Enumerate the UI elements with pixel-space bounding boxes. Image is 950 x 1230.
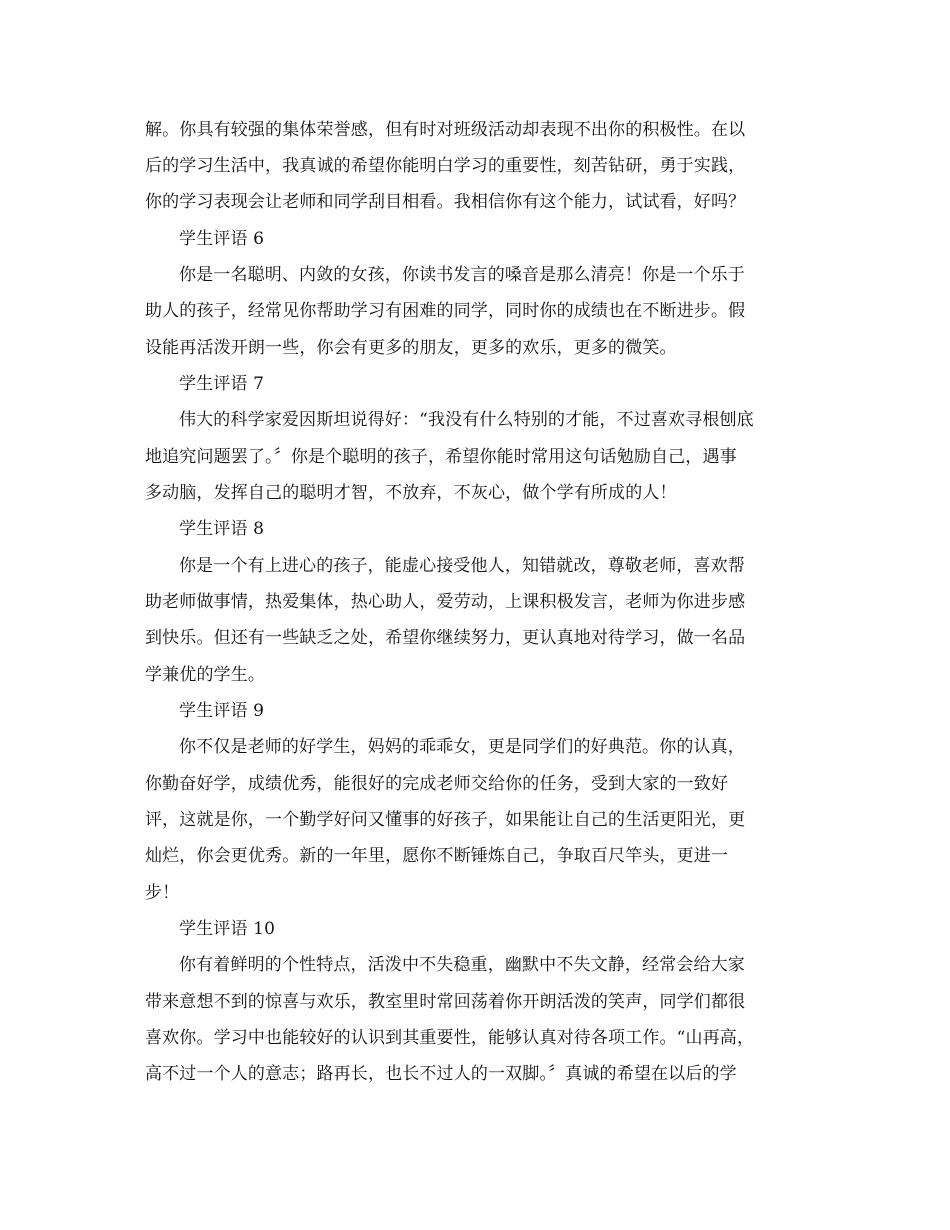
section-heading: 学生评语 9 (179, 701, 265, 721)
text-line: 你是一个有上进心的孩子，能虚心接受他人，知错就改，尊敬老师，喜欢帮 (179, 556, 745, 576)
text-line: 助老师做事情，热爱集体，热心助人，爱劳动，上课积极发言，老师为你进步感 (145, 592, 746, 612)
text-line: 灿烂，你会更优秀。新的一年里，愿你不断锤炼自己，争取百尺竿头，更进一 (145, 846, 729, 866)
text-line: 步！ (145, 883, 180, 903)
text-line: 你有着鲜明的个性特点，活泼中不失稳重，幽默中不失文静，经常会给大家 (179, 955, 745, 975)
text-line: 喜欢你。学习中也能较好的认识到其重要性，能够认真对待各项工作。“山再高， (145, 1028, 755, 1048)
section-heading: 学生评语 8 (179, 519, 265, 539)
text-line: 你是一名聪明、内敛的女孩，你读书发言的嗓音是那么清亮！你是一个乐于 (179, 265, 745, 285)
text-line: 多动脑，发挥自己的聪明才智，不放弃，不灰心，做个学有所成的人！ (145, 483, 677, 503)
text-line: 后的学习生活中，我真诚的希望你能明白学习的重要性，刻苦钻研，勇于实践， (145, 156, 746, 176)
section-heading: 学生评语 6 (179, 229, 265, 249)
text-line: 你不仅是老师的好学生，妈妈的乖乖女，更是同学们的好典范。你的认真， (179, 737, 745, 757)
text-line: 你的学习表现会让老师和同学刮目相看。我相信你有这个能力，试试看，好吗？ (145, 192, 746, 212)
text-line: 助人的孩子，经常见你帮助学习有困难的同学，同时你的成绩也在不断进步。假 (145, 301, 746, 321)
text-line: 伟大的科学家爱因斯坦说得好：“我没有什么特别的才能，不过喜欢寻根刨底 (179, 410, 754, 430)
text-line: 评，这就是你，一个勤学好问又懂事的好孩子，如果能让自己的生活更阳光，更 (145, 810, 746, 830)
text-line: 带来意想不到的惊喜与欢乐，教室里时常回荡着你开朗活泼的笑声，同学们都很 (145, 992, 746, 1012)
text-line: 学兼优的学生。 (145, 665, 266, 685)
section-heading: 学生评语 7 (179, 374, 265, 394)
text-line: 高不过一个人的意志；路再长，也长不过人的一双脚。〞真诚的希望在以后的学 (145, 1064, 737, 1084)
text-line: 设能再活泼开朗一些，你会有更多的朋友，更多的欢乐，更多的微笑。 (145, 338, 677, 358)
text-line: 你勤奋好学，成绩优秀，能很好的完成老师交给你的任务，受到大家的一致好 (145, 774, 729, 794)
section-heading: 学生评语 10 (179, 919, 276, 939)
text-line: 地追究问题罢了。〞你是个聪明的孩子，希望你能时常用这句话勉励自己，遇事 (145, 447, 737, 467)
text-line: 到快乐。但还有一些缺乏之处，希望你继续努力，更认真地对待学习，做一名品 (145, 628, 746, 648)
text-line: 解。你具有较强的集体荣誉感，但有时对班级活动却表现不出你的积极性。在以 (145, 120, 746, 140)
